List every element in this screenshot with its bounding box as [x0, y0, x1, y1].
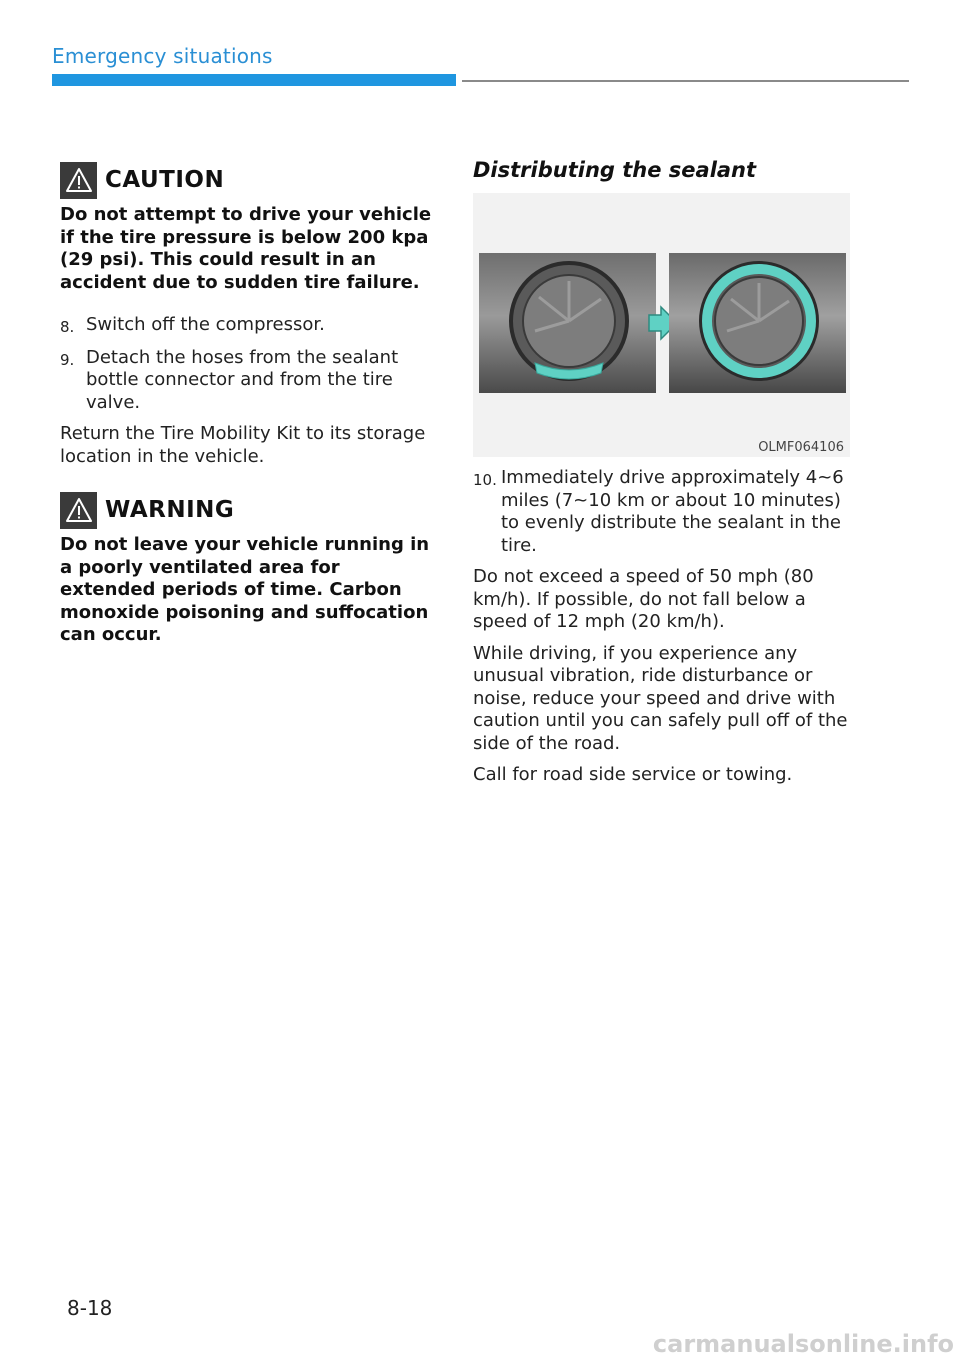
caution-header	[60, 160, 440, 200]
step-number: 10.	[473, 471, 497, 489]
tire-sealant-illustration	[473, 193, 850, 457]
steps-list	[60, 314, 440, 414]
watermark: carmanualsonline.info	[652, 1330, 954, 1358]
header-rule-accent	[52, 74, 456, 86]
right-column	[473, 158, 853, 787]
caution-text: Do not attempt to drive your vehicle if the tire pressure is below 200 kpa (29 psi). This could result in an accident due to sudden tire failure.	[60, 204, 432, 293]
step-item	[60, 347, 440, 415]
warning-triangle-icon	[60, 492, 97, 529]
step-text: Immediately drive approximately 4~6 miles (7~10 km or about 10 minutes) to evenly distribute the sealant in the tire.	[501, 467, 844, 556]
warning-triangle-icon	[60, 162, 97, 199]
section-title: Emergency situations	[52, 44, 273, 68]
step-number: 8.	[60, 318, 75, 336]
step-text: Detach the hoses from the sealant bottle connector and from the tire valve.	[86, 346, 399, 413]
caution-title: CAUTION	[105, 167, 225, 193]
step-text: Switch off the compressor.	[86, 314, 325, 335]
header-rule-gray	[462, 80, 909, 82]
warning-header	[60, 490, 440, 530]
step-number: 9.	[60, 350, 75, 369]
return-kit-text: Return the Tire Mobility Kit to its storage location in the vehicle.	[60, 423, 426, 467]
figure-code: OLMF064106	[758, 440, 844, 455]
warning-box	[60, 490, 440, 647]
caution-box	[60, 160, 440, 294]
warning-title: WARNING	[105, 497, 235, 523]
sealant-figure	[473, 193, 850, 457]
step-item	[60, 314, 440, 339]
step-item	[473, 467, 853, 557]
road-service-text: Call for road side service or towing.	[473, 764, 793, 785]
distributing-heading: Distributing the sealant	[473, 158, 757, 182]
speed-limit-text: Do not exceed a speed of 50 mph (80 km/h). If possible, do not fall below a speed of 12 mph (20 km/h).	[473, 566, 814, 632]
warning-text: Do not leave your vehicle running in a poorly ventilated area for extended periods of time. Carbon monoxide poisoning and suffocation can occur.	[60, 534, 430, 645]
page-number: 8-18	[67, 1296, 113, 1320]
left-column	[60, 160, 440, 647]
vibration-text: While driving, if you experience any unusual vibration, ride disturbance or noise, reduce your speed and drive with caution until you can safely pull off of the side of the road.	[473, 642, 848, 754]
